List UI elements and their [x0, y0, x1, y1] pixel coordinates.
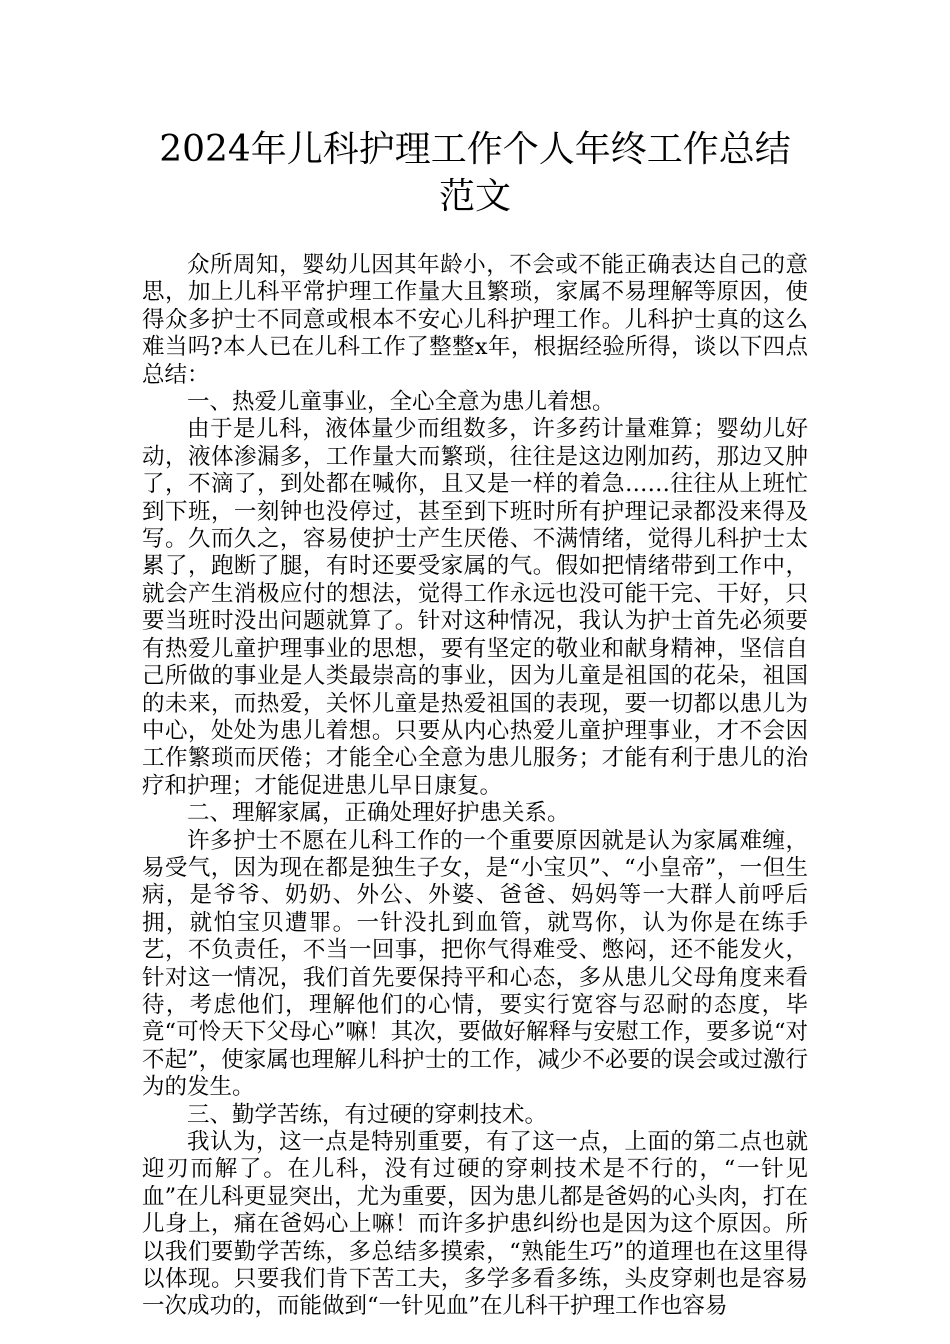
document-title: 2024年儿科护理工作个人年终工作总结范文 — [159, 129, 791, 217]
paragraph-intro: 众所周知，婴幼儿因其年龄小，不会或不能正确表达自己的意思，加上儿科平常护理工作量大且繁琐，家属不易理解等原因，使得众多护士不同意或根本不安心儿科护理工作。儿科护士真的这么难当吗?本人已在儿科工作了整整x年，根据经验所得，谈以下四点总结： — [142, 252, 808, 388]
document-body — [142, 252, 808, 1321]
document-page — [142, 0, 808, 1344]
section-heading-1: 一、热爱儿童事业，全心全意为患儿着想。 — [187, 389, 615, 416]
section-heading-3: 三、勤学苦练，有过硬的穿刺技术。 — [187, 1101, 548, 1128]
paragraph-section-1: 由于是儿科，液体量少而组数多，许多药计量难算；婴幼儿好动，液体渗漏多，工作量大而繁琐，往往是这边刚加药，那边又肿了，不滴了，到处都在喊你，且又是一样的着急……往往从上班忙到下班，一刻钟也没停过，甚至到下班时所有护理记录都没来得及写。久而久之，容易使护士产生厌倦、不满情绪，觉得儿科护士太累了，跑断了腿，有时还要受家属的气。假如把情绪带到工作中，就会产生消极应付的想法，觉得工作永远也没可能干完、干好，只要当班时没出问题就算了。针对这种情况，我认为护士首先必须要有热爱儿童护理事业的思想，要有坚定的敬业和献身精神，坚信自己所做的事业是人类最崇高的事业，因为儿童是祖国的花朵，祖国的未来，而热爱，关怀儿童是热爱祖国的表现，要一切都以患儿为中心，处处为患儿着想。只要从内心热爱儿童护理事业，才不会因工作繁琐而厌倦；才能全心全意为患儿服务；才能有利于患儿的治疗和护理；才能促进患儿早日康复。 — [142, 416, 808, 799]
paragraph-section-2: 许多护士不愿在儿科工作的一个重要原因就是认为家属难缠，易受气，因为现在都是独生子女，是“小宝贝”、“小皇帝”，一但生病，是爷爷、奶奶、外公、外婆、爸爸、妈妈等一大群人前呼后拥，就怕宝贝遭罪。一针没扎到血管，就骂你，认为你是在练手艺，不负责任，不当一回事，把你气得难受、憋闷，还不能发火，针对这一情况，我们首先要保持平和心态，多从患儿父母角度来看待，考虑他们，理解他们的心情，要实行宽容与忍耐的态度，毕竟“可怜天下父母心”嘛！其次，要做好解释与安慰工作，要多说“对不起”，使家属也理解儿科护士的工作，减少不必要的误会或过激行为的发生。 — [142, 827, 808, 1101]
paragraph-section-3: 我认为，这一点是特别重要，有了这一点，上面的第二点也就迎刃而解了。在儿科，没有过硬的穿刺技术是不行的，“一针见血”在儿科更显突出，尤为重要，因为患儿都是爸妈的心头肉，打在儿身上，痛在爸妈心上嘛！而许多护患纠纷也是因为这个原因。所以我们要勤学苦练，多总结多摸索，“熟能生巧”的道理也在这里得以体现。只要我们肯下苦工夫，多学多看多练，头皮穿刺也是容易一次成功的，而能做到“一针见血”在儿科干护理工作也容易 — [142, 1129, 808, 1320]
section-heading-2: 二、理解家属，正确处理好护患关系。 — [187, 800, 570, 827]
